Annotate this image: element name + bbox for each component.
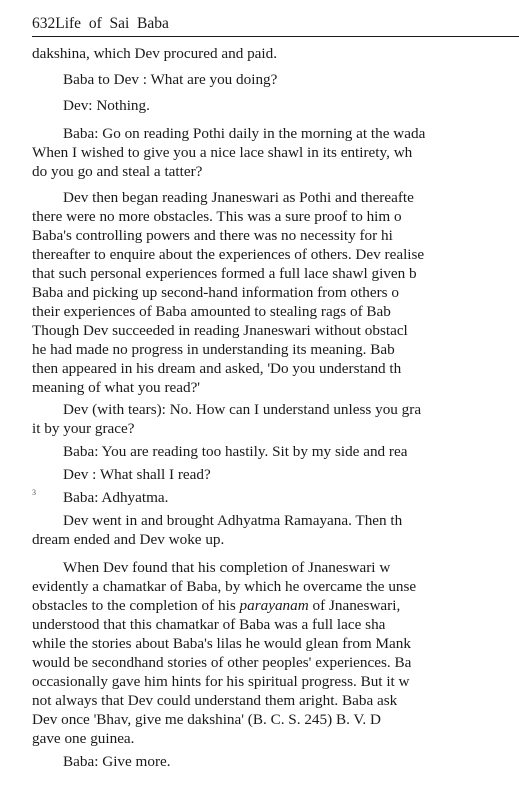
- text-line: Baba and picking up second-hand information from others o: [32, 284, 399, 301]
- text-line: Dev then began reading Jnaneswari as Pothi and thereafte: [63, 189, 414, 206]
- text-line: When Dev found that his completion of Jnaneswari w: [63, 559, 391, 576]
- text-line: that such personal experiences formed a full lace shawl given b: [32, 265, 417, 282]
- text-line: meaning of what you read?': [32, 379, 201, 396]
- text-line: Dev : What shall I read?: [63, 466, 211, 483]
- text-line: there were no more obstacles. This was a sure proof to him o: [32, 208, 402, 225]
- text-line: thereafter to enquire about the experiences of others. Dev realise: [32, 246, 425, 263]
- text-line: Though Dev succeeded in reading Jnaneswari without obstacl: [32, 322, 408, 339]
- text-line: Dev once 'Bhav, give me dakshina' (B. C. S. 245) B. V. D: [32, 711, 381, 728]
- text-line: it by your grace?: [32, 420, 135, 437]
- header-rule: [32, 36, 519, 37]
- page-number: 632: [32, 15, 56, 32]
- running-title: Life of Sai Baba: [55, 15, 169, 32]
- margin-mark: 3: [32, 488, 36, 497]
- text-line: while the stories about Baba's lilas he would glean from Mank: [32, 635, 411, 652]
- text-line: gave one guinea.: [32, 730, 135, 747]
- page-header: [32, 14, 169, 34]
- text-line: do you go and steal a tatter?: [32, 163, 203, 180]
- text-line: understood that this chamatkar of Baba was a full lace sha: [32, 616, 386, 633]
- text-line: not always that Dev could understand them aright. Baba ask: [32, 692, 398, 709]
- text-line: Dev (with tears): No. How can I understand unless you gra: [63, 401, 422, 418]
- text-line: Baba's controlling powers and there was no necessity for hi: [32, 227, 393, 244]
- text-line: Baba: Give more.: [63, 753, 171, 770]
- text-line: Baba to Dev : What are you doing?: [63, 71, 278, 88]
- text-line: then appeared in his dream and asked, 'Do you understand th: [32, 360, 402, 377]
- text-line: Baba: Adhyatma.: [63, 489, 169, 506]
- text-line: he had made no progress in understanding its meaning. Bab: [32, 341, 395, 358]
- text-line: obstacles to the completion of his parayanam of Jnaneswari,: [32, 597, 401, 614]
- text-line: occasionally gave him hints for his spiritual progress. But it w: [32, 673, 410, 690]
- text-line: dream ended and Dev woke up.: [32, 531, 225, 548]
- text-line: Baba: You are reading too hastily. Sit by my side and rea: [63, 443, 408, 460]
- text-line: Baba: Go on reading Pothi daily in the morning at the wada: [63, 125, 426, 142]
- text-line: dakshina, which Dev procured and paid.: [32, 45, 278, 62]
- text-line: When I wished to give you a nice lace shawl in its entirety, wh: [32, 144, 413, 161]
- text-line: evidently a chamatkar of Baba, by which he overcame the unse: [32, 578, 417, 595]
- text-line: Dev went in and brought Adhyatma Ramayana. Then th: [63, 512, 403, 529]
- text-line: would be secondhand stories of other peoples' experiences. Ba: [32, 654, 412, 671]
- text-line: Dev: Nothing.: [63, 97, 150, 114]
- text-line: their experiences of Baba amounted to stealing rags of Bab: [32, 303, 391, 320]
- italic-term: parayanam: [239, 597, 309, 614]
